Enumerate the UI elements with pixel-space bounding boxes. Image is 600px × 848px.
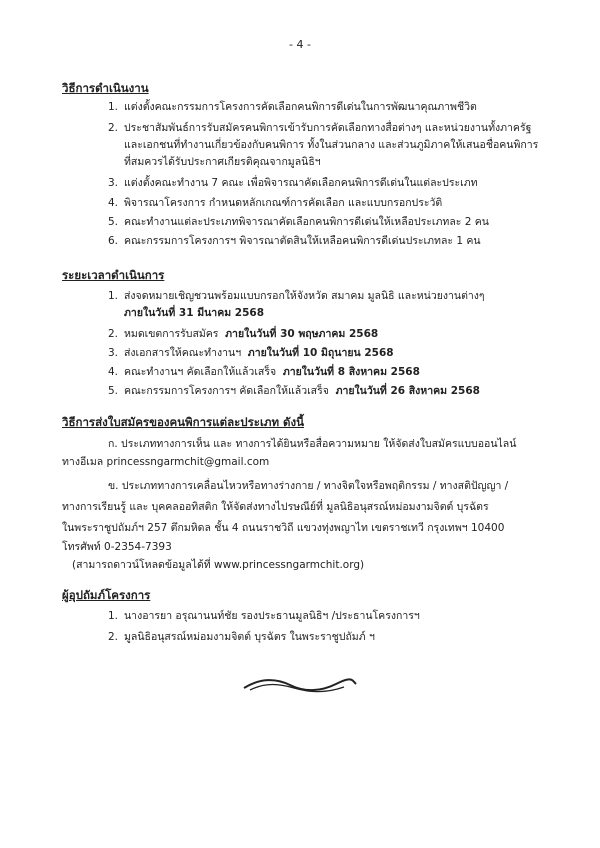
sponsor-item: 2. มูลนิธิอนุสรณ์หม่อมงามจิตต์ บุรฉัตร ในพระราชูปถัมภ์ ฯ xyxy=(108,631,375,643)
list-item-continuation: และเอกชนที่ทำงานเกี่ยวข้องกับคนพิการ ทั้งในส่วนกลาง และส่วนภูมิภาคให้เสนอชื่อคนพิการ xyxy=(124,139,539,151)
list-item: 4. พิจารณาโครงการ กำหนดหลักเกณฑ์การคัดเลือก และแบบกรอกประวัติ xyxy=(108,197,443,209)
download-note: (สามารถดาวน์โหลดข้อมูลได้ที่ www.princessngarmchit.org) xyxy=(72,559,365,571)
timeline-deadline: ภายในวันที่ 30 พฤษภาคม 2568 xyxy=(225,328,379,340)
timeline-item: 5. คณะกรรมการโครงการฯ คัดเลือกให้แล้วเสร็จ ภายในวันที่ 26 สิงหาคม 2568 xyxy=(108,385,480,397)
paragraph-b-line: ข. ประเภททางการเคลื่อนไหวหรือทางร่างกาย / ทางจิตใจหรือพฤติกรรม / ทางสติปัญญา / xyxy=(108,480,509,492)
timeline-deadline: ภายในวันที่ 10 มิถุนายน 2568 xyxy=(247,347,394,359)
section-heading-sponsors: ผู้อุปถัมภ์โครงการ xyxy=(62,588,151,602)
timeline-item: 3. ส่งเอกสารให้คณะทำงานฯ ภายในวันที่ 10 มิถุนายน 2568 xyxy=(108,347,394,359)
timeline-item: 4. คณะทำงานฯ คัดเลือกให้แล้วเสร็จ ภายในวันที่ 8 สิงหาคม 2568 xyxy=(108,366,420,378)
page-number: - 4 - xyxy=(289,38,311,51)
list-item: 1. แต่งตั้งคณะกรรมการโครงการคัดเลือกคนพิการดีเด่นในการพัฒนาคุณภาพชีวิต xyxy=(108,101,477,113)
paragraph-b-line: โทรศัพท์ 0-2354-7393 xyxy=(62,541,172,553)
paragraph-b-line: ในพระราชูปถัมภ์ฯ 257 ตึกมหิดล ชั้น 4 ถนนราชวิถี แขวงทุ่งพญาไท เขตราชเทวี กรุงเทพฯ 10400 xyxy=(62,522,505,534)
list-item: 6. คณะกรรมการโครงการฯ พิจารณาตัดสินให้เหลือคนพิการดีเด่นประเภทละ 1 คน xyxy=(108,235,481,247)
section-heading-application: วิธีการส่งใบสมัครของคนพิการแต่ละประเภท ดังนี้ xyxy=(62,415,305,429)
timeline-deadline: ภายในวันที่ 26 สิงหาคม 2568 xyxy=(335,385,480,397)
timeline-item: 1. ส่งจดหมายเชิญชวนพร้อมแบบกรอกให้จังหวัด สมาคม มูลนิธิ และหน่วยงานต่างๆ xyxy=(108,290,485,302)
list-item: 5. คณะทำงานแต่ละประเภทพิจารณาคัดเลือกคนพิการดีเด่นให้เหลือประเภทละ 2 คน xyxy=(108,216,489,228)
list-item-continuation: ที่สมควรได้รับประกาศเกียรติคุณจากมูลนิธิฯ xyxy=(124,156,321,168)
paragraph-a-line: ก. ประเภททางการเห็น และ ทางการได้ยินหรือสื่อความหมาย ให้จัดส่งใบสมัครแบบออนไลน์ xyxy=(108,438,517,450)
timeline-deadline: ภายในวันที่ 31 มีนาคม 2568 xyxy=(124,307,265,319)
timeline-deadline: ภายในวันที่ 8 สิงหาคม 2568 xyxy=(282,366,420,378)
list-item: 2. ประชาสัมพันธ์การรับสมัครคนพิการเข้ารับการคัดเลือกทางสื่อต่างๆ และหน่วยงานทั้งภาครัฐ xyxy=(108,122,532,134)
paragraph-b-line: ทางการเรียนรู้ และ บุคคลออทิสติก ให้จัดส่งทางไปรษณีย์ที่ มูลนิธิอนุสรณ์หม่อมงามจิตต์ บุรฉัตร xyxy=(62,501,489,513)
section-heading-operation: วิธีการดำเนินงาน xyxy=(62,81,149,95)
paragraph-a-email-line: ทางอีเมล princessngarmchit@gmail.com xyxy=(62,456,270,468)
timeline-item: 2. หมดเขตการรับสมัคร ภายในวันที่ 30 พฤษภาคม 2568 xyxy=(108,328,379,340)
list-item: 3. แต่งตั้งคณะทำงาน 7 คณะ เพื่อพิจารณาคัดเลือกคนพิการดีเด่นในแต่ละประเภท xyxy=(108,177,478,189)
section-heading-timeline: ระยะเวลาดำเนินการ xyxy=(62,268,165,282)
decorative-divider-ornament xyxy=(240,676,360,696)
sponsor-item: 1. นางอารยา อรุณานนท์ชัย รองประธานมูลนิธิฯ /ประธานโครงการฯ xyxy=(108,610,420,622)
